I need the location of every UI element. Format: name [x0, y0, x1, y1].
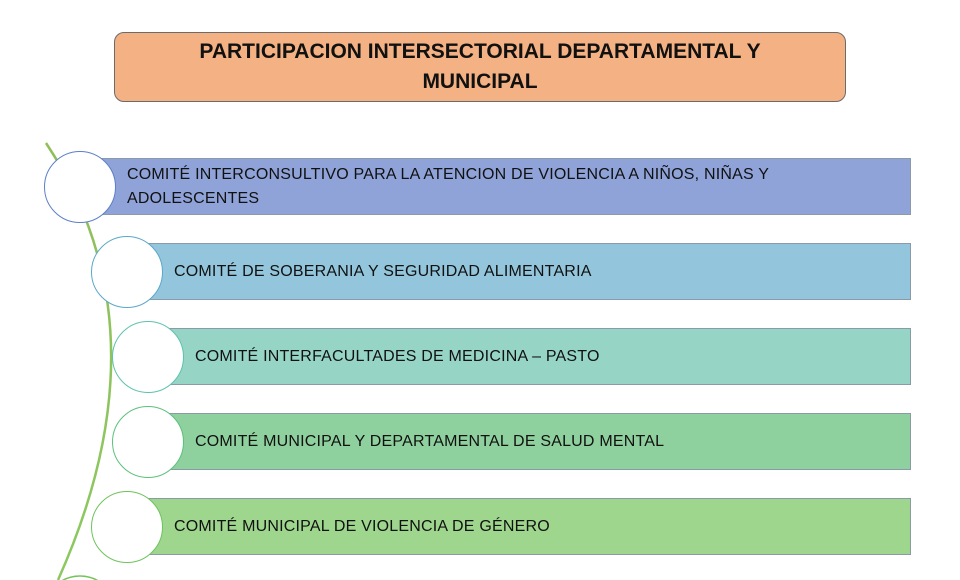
item-bar-2 [127, 243, 911, 300]
item-circle-2 [91, 236, 163, 308]
partial-circle-bottom [44, 576, 116, 580]
item-circle-3 [112, 321, 184, 393]
diagram-title: PARTICIPACION INTERSECTORIAL DEPARTAMENTAL Y MUNICIPAL [199, 40, 761, 93]
item-bar-3 [148, 328, 911, 385]
item-circle-4 [112, 406, 184, 478]
item-circle-5 [91, 491, 163, 563]
item-label: COMITÉ INTERCONSULTIVO PARA LA ATENCION DE VIOLENCIA A NIÑOS, NIÑAS Y ADOLESCENTES [127, 165, 769, 207]
item-label: COMITÉ MUNICIPAL DE VIOLENCIA DE GÉNERO [174, 517, 550, 535]
item-bar-4 [148, 413, 911, 470]
item-label: COMITÉ MUNICIPAL Y DEPARTAMENTAL DE SALUD MENTAL [195, 432, 665, 450]
item-bar-1 [80, 158, 911, 215]
item-label: COMITÉ DE SOBERANIA Y SEGURIDAD ALIMENTARIA [174, 262, 592, 280]
item-circle-1 [44, 151, 116, 223]
item-bar-5 [127, 498, 911, 555]
item-label: COMITÉ INTERFACULTADES DE MEDICINA – PASTO [195, 347, 600, 365]
